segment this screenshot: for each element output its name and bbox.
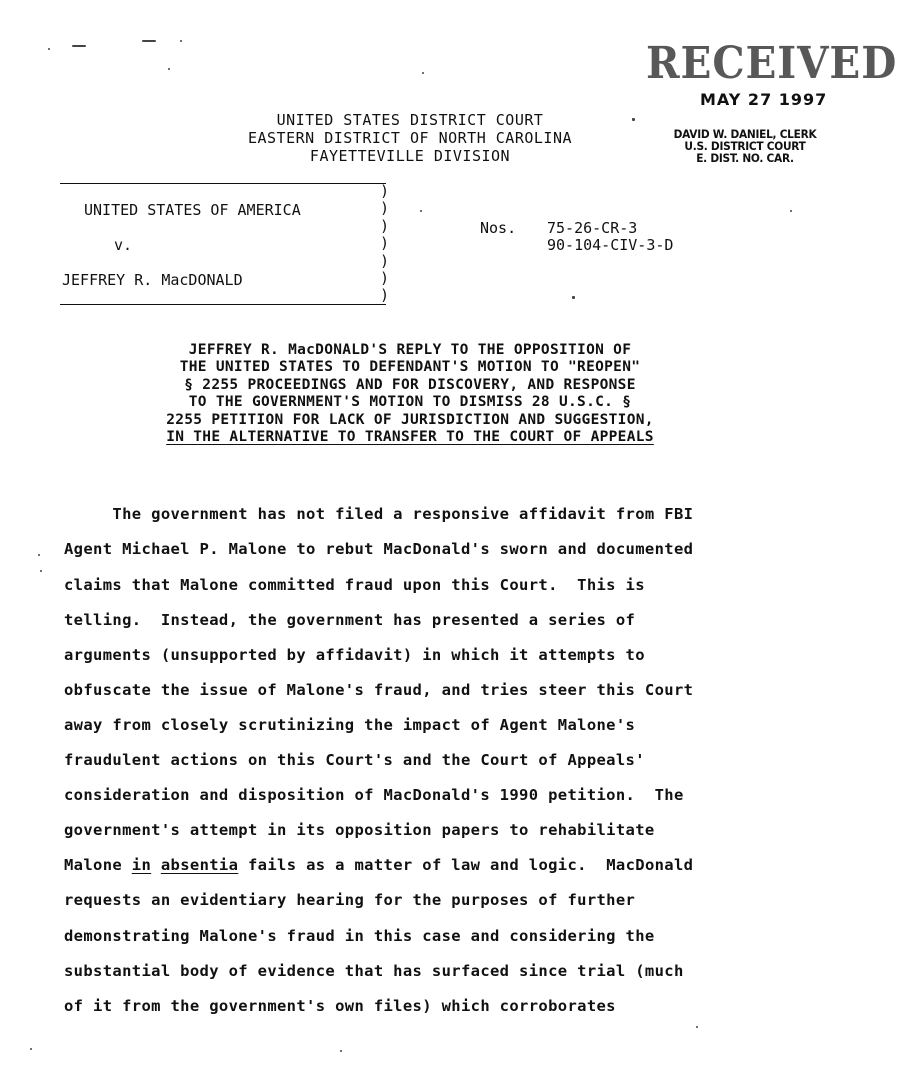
scan-speck <box>696 1026 698 1028</box>
document-title-line: THE UNITED STATES TO DEFENDANT'S MOTION TO "REOPEN" <box>179 359 641 375</box>
scan-speck <box>72 45 86 47</box>
body-line: arguments (unsupported by affidavit) in which it attempts to <box>64 646 645 664</box>
body-line: telling. Instead, the government has presented a series of <box>64 611 636 629</box>
body-line: claims that Malone committed fraud upon this Court. This is <box>64 576 645 594</box>
document-title-line-underlined <box>100 429 720 445</box>
clerk-stamp <box>648 128 841 164</box>
body-line <box>64 856 693 874</box>
plaintiff-name: UNITED STATES OF AMERICA <box>84 201 301 219</box>
clerk-stamp-line: E. DIST. NO. CAR. <box>696 151 794 165</box>
case-numbers-label: Nos. <box>480 219 517 237</box>
document-title-line: § 2255 PROCEEDINGS AND FOR DISCOVERY, AND RESPONSE <box>184 377 636 393</box>
scan-speck <box>168 68 170 70</box>
scan-speck <box>48 48 50 50</box>
case-number-criminal: 75-26-CR-3 <box>547 219 638 237</box>
received-stamp-date: MAY 27 1997 <box>700 90 828 109</box>
scan-speck <box>38 554 40 556</box>
received-stamp-word: RECEIVED <box>646 38 897 89</box>
underlined-term-absentia: absentia <box>160 856 239 874</box>
body-line: of it from the government's own files) which corroborates <box>64 997 616 1015</box>
body-line: consideration and disposition of MacDonald's 1990 petition. The <box>64 786 684 804</box>
caption-top-rule <box>60 183 386 184</box>
body-line: The government has not filed a responsive affidavit from FBI <box>64 505 694 523</box>
body-text: Malone <box>64 856 132 874</box>
body-line: Agent Michael P. Malone to rebut MacDonald's sworn and documented <box>64 540 694 558</box>
body-line: government's attempt in its opposition papers to rehabilitate <box>64 821 655 839</box>
body-line: substantial body of evidence that has surfaced since trial (much <box>64 962 684 980</box>
scan-speck <box>30 1048 32 1050</box>
scan-speck <box>40 570 42 572</box>
document-title-line: 2255 PETITION FOR LACK OF JURISDICTION AND SUGGESTION, <box>166 412 654 428</box>
received-stamp <box>640 38 897 178</box>
body-text: fails as a matter of law and logic. MacDonald <box>238 856 694 874</box>
body-line: demonstrating Malone's fraud in this case and considering the <box>64 927 655 945</box>
court-division: FAYETTEVILLE DIVISION <box>309 147 511 165</box>
clerk-stamp-line: DAVID W. DANIEL, CLERK <box>673 127 817 141</box>
document-title-line: IN THE ALTERNATIVE TO TRANSFER TO THE COURT OF APPEALS <box>166 429 654 445</box>
caption-parenthesis-column: ) ) ) ) ) ) ) <box>380 182 390 305</box>
caption-bottom-rule <box>60 304 386 305</box>
document-title-line: TO THE GOVERNMENT'S MOTION TO DISMISS 28 U.S.C. § <box>188 394 632 410</box>
defendant-name: JEFFREY R. MacDONALD <box>62 271 243 289</box>
scan-speck <box>572 296 575 299</box>
scan-speck <box>632 118 635 121</box>
court-name: UNITED STATES DISTRICT COURT <box>276 111 544 129</box>
court-district: EASTERN DISTRICT OF NORTH CAROLINA <box>247 129 573 147</box>
scan-speck <box>142 40 156 42</box>
versus-label: v. <box>114 236 133 254</box>
scan-speck <box>340 1050 342 1052</box>
body-line: obfuscate the issue of Malone's fraud, and tries steer this Court <box>64 681 694 699</box>
clerk-stamp-line: U.S. DISTRICT COURT <box>684 139 806 153</box>
body-line: fraudulent actions on this Court's and the Court of Appeals' <box>64 751 645 769</box>
body-line: away from closely scrutinizing the impact of Agent Malone's <box>64 716 636 734</box>
case-number-civil: 90-104-CIV-3-D <box>547 236 674 254</box>
body-text <box>151 856 161 874</box>
scan-speck <box>422 72 424 74</box>
body-line: requests an evidentiary hearing for the purposes of further <box>64 891 636 909</box>
scan-speck <box>180 40 182 42</box>
scan-speck <box>790 210 792 212</box>
scan-speck <box>420 210 422 212</box>
document-title-line: JEFFREY R. MacDONALD'S REPLY TO THE OPPOSITION OF <box>188 342 632 358</box>
underlined-term-in: in <box>131 856 152 874</box>
